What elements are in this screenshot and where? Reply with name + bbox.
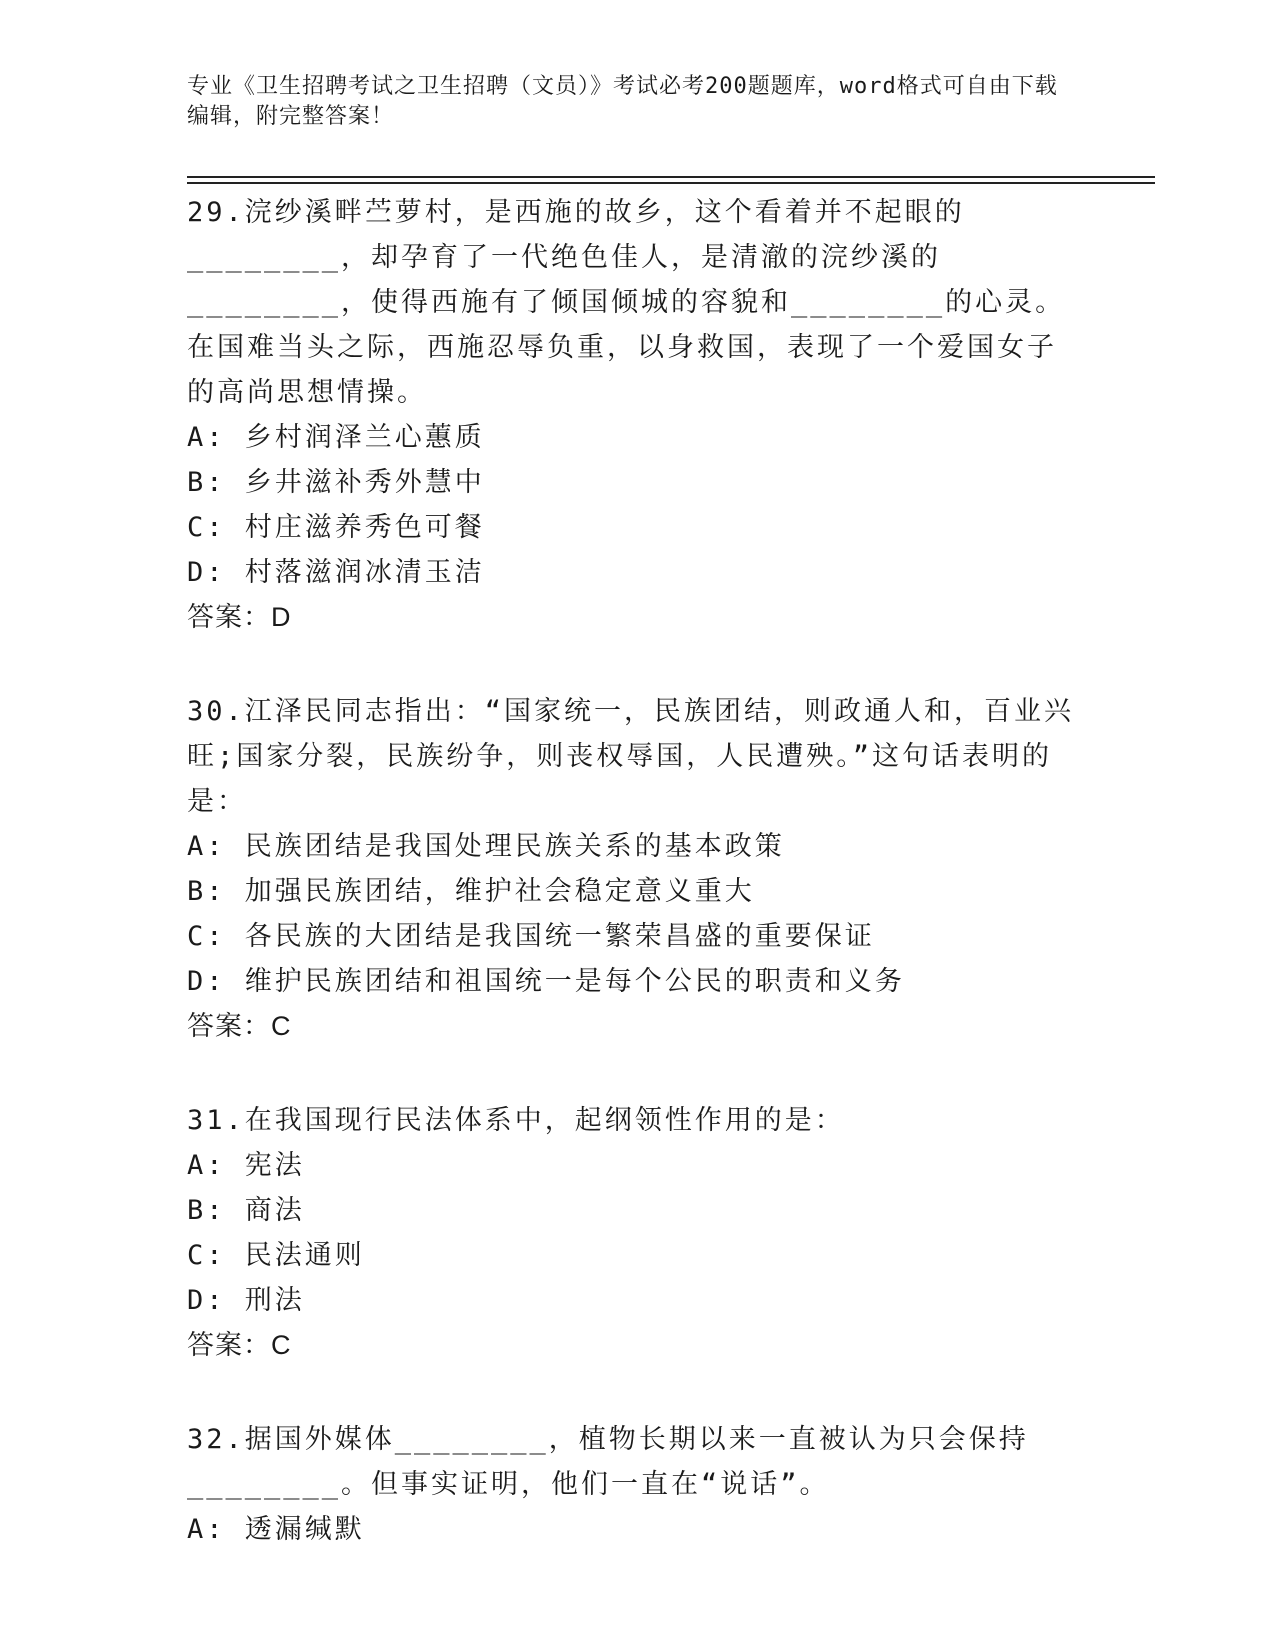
option-b: B: 乡井滋补秀外慧中 [187,467,485,498]
question-30 [187,689,1157,1049]
question-31 [187,1098,1157,1368]
question-list [187,190,1157,1601]
answer-line: 答案：D [187,602,292,632]
answer-line: 答案：C [187,1330,292,1360]
option-d: D: 维护民族团结和祖国统一是每个公民的职责和义务 [187,966,905,997]
option-d: D: 村落滋润冰清玉洁 [187,557,485,588]
option-c: C: 民法通则 [187,1240,365,1271]
question-stem: 32.据国外媒体________，植物长期以来一直被认为只会保持________。但事实证明，他们一直在“说话”。 [187,1424,1029,1500]
option-b: B: 商法 [187,1195,305,1226]
answer-line: 答案：C [187,1011,292,1041]
option-c: C: 各民族的大团结是我国统一繁荣昌盛的重要保证 [187,921,875,952]
question-stem: 31.在我国现行民法体系中，起纲领性作用的是： [187,1105,845,1136]
header-rule-top [187,176,1155,178]
option-a: A: 透漏缄默 [187,1514,365,1545]
option-a: A: 民族团结是我国处理民族关系的基本政策 [187,831,785,862]
header-rule-bottom [187,182,1155,184]
option-b: B: 加强民族团结，维护社会稳定意义重大 [187,876,755,907]
option-a: A: 乡村润泽兰心蕙质 [187,422,485,453]
question-stem: 30.江泽民同志指出：“国家统一，民族团结，则政通人和，百业兴旺;国家分裂，民族纷争，则丧权辱国，人民遭殃。”这句话表明的是： [187,696,1075,817]
question-stem: 29.浣纱溪畔苎萝村，是西施的故乡，这个看着并不起眼的________，却孕育了一代绝色佳人，是清澈的浣纱溪的________，使得西施有了倾国倾城的容貌和________的心灵。在国难当头之际，西施忍辱负重，以身救国，表现了一个爱国女子的高尚思想情操。 [187,197,1066,408]
question-32 [187,1417,1157,1552]
option-a: A: 宪法 [187,1150,305,1181]
question-29 [187,190,1157,640]
option-d: D: 刑法 [187,1285,305,1316]
document-header: 专业《卫生招聘考试之卫生招聘（文员）》考试必考200题题库，word格式可自由下载编辑，附完整答案！ [187,74,1058,129]
option-c: C: 村庄滋养秀色可餐 [187,512,485,543]
